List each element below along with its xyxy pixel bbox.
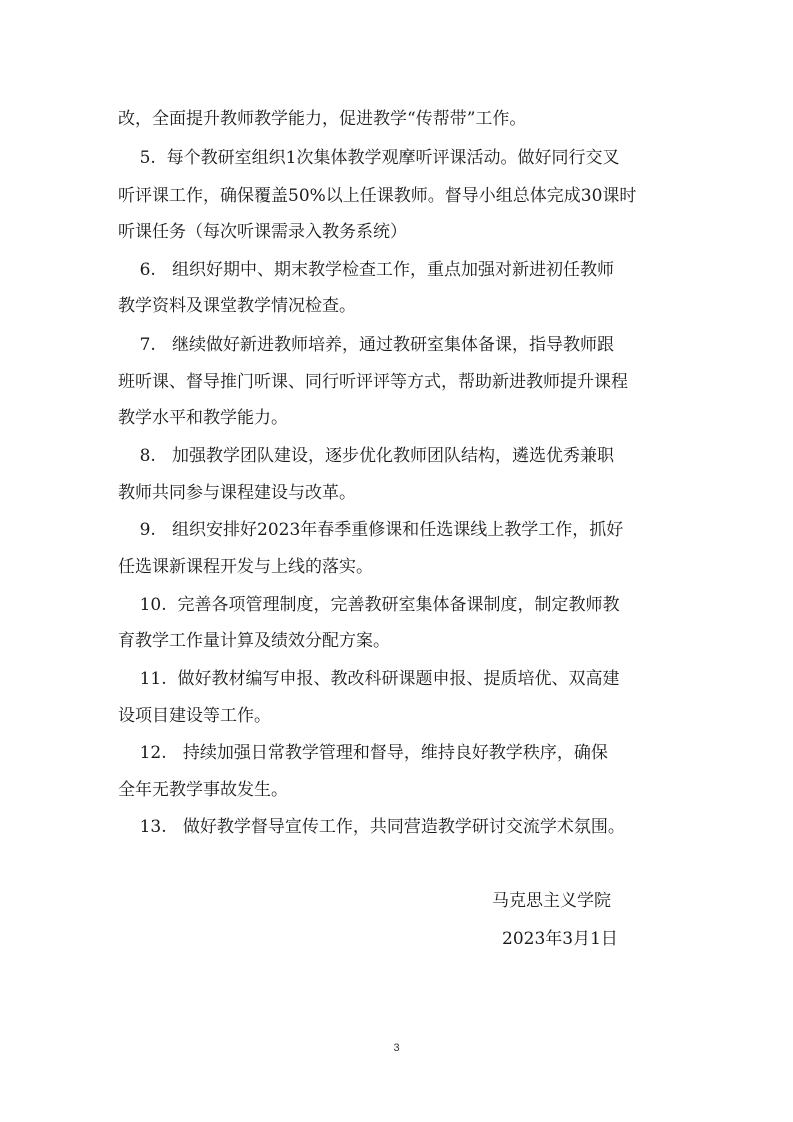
text-line: 班听课、督导推门听课、同行听评评等方式，帮助新进教师提升课程 bbox=[118, 372, 628, 392]
text-line: 教学水平和教学能力。 bbox=[118, 408, 288, 428]
text-line: 任选课新课程开发与上线的落实。 bbox=[118, 557, 373, 577]
text-line: 设项目建设等工作。 bbox=[118, 706, 271, 726]
text-line: 11. 做好教材编写申报、教改科研课题申报、提质培优、双高建 bbox=[118, 669, 620, 689]
text-line: 12. 持续加强日常教学管理和督导，维持良好教学秩序，确保 bbox=[118, 743, 608, 763]
signature-org: 马克思主义学院 bbox=[492, 891, 611, 911]
text-line: 全年无教学事故发生。 bbox=[118, 780, 288, 800]
text-line: 9. 组织安排好2023年春季重修课和任选课线上教学工作，抓好 bbox=[118, 520, 624, 540]
text-line: 13. 做好教学督导宣传工作，共同营造教学研讨交流学术氛围。 bbox=[118, 817, 625, 837]
text-line: 育教学工作量计算及绩效分配方案。 bbox=[118, 631, 390, 651]
text-line: 改，全面提升教师教学能力，促进教学“传帮带”工作。 bbox=[118, 109, 527, 129]
text-line: 教学资料及课堂教学情况检查。 bbox=[118, 296, 356, 316]
text-line: 教师共同参与课程建设与改革。 bbox=[118, 483, 356, 503]
text-line: 听评课工作，确保覆盖50%以上任课教师。督导小组总体完成30课时 bbox=[118, 186, 637, 206]
text-line: 7. 继续做好新进教师培养，通过教研室集体备课，指导教师跟 bbox=[118, 335, 615, 355]
text-line: 8. 加强教学团队建设，逐步优化教师团队结构，遴选优秀兼职 bbox=[118, 446, 615, 466]
page-number: 3 bbox=[393, 1042, 400, 1054]
text-line: 6. 组织好期中、期末教学检查工作，重点加强对新进初任教师 bbox=[118, 260, 615, 280]
text-line: 5. 每个教研室组织1次集体教学观摩听评课活动。做好同行交叉 bbox=[118, 148, 620, 168]
signature-date: 2023年3月1日 bbox=[502, 929, 618, 949]
text-line: 10. 完善各项管理制度，完善教研室集体备课制度，制定教师教 bbox=[118, 595, 620, 615]
text-line: 听课任务（每次听课需录入教务系统） bbox=[118, 222, 407, 242]
